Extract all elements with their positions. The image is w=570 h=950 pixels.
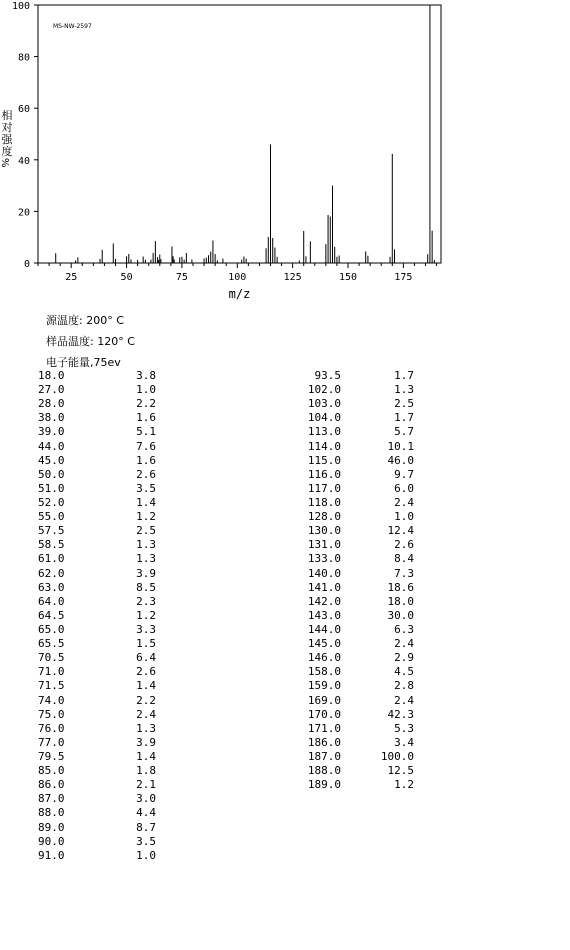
sample-temperature: 样品温度: 120° C [46, 335, 135, 348]
peak-abundance: 2.2 [136, 397, 156, 411]
peak-row [300, 510, 430, 524]
peak-abundance: 1.0 [136, 848, 156, 862]
peak-row [38, 750, 158, 764]
peak-mz: 76.0 [38, 721, 65, 735]
peak-row [300, 651, 430, 665]
y-tick-label: 60 [17, 104, 30, 116]
peak-mz: 146.0 [307, 651, 341, 665]
peak-row [300, 679, 430, 693]
peak-mz: 51.0 [38, 481, 65, 495]
peak-mz: 158.0 [307, 665, 341, 679]
peak-row [38, 736, 158, 750]
peak-row [38, 440, 158, 454]
peak-row [300, 482, 430, 496]
peak-row [38, 849, 158, 863]
peak-abundance: 12.5 [387, 764, 414, 778]
peak-mz: 188.0 [307, 764, 341, 778]
peak-mz: 90.0 [38, 834, 65, 848]
peak-mz: 74.0 [38, 693, 65, 707]
peak-abundance: 8.4 [394, 552, 414, 566]
peak-row [38, 383, 158, 397]
peak-abundance: 6.3 [394, 622, 414, 636]
peak-abundance: 1.3 [136, 538, 156, 552]
peak-mz: 189.0 [307, 778, 341, 792]
peak-row [38, 835, 158, 849]
peak-abundance: 2.8 [394, 679, 414, 693]
peak-mz: 113.0 [307, 425, 341, 439]
y-tick-label: 40 [17, 155, 30, 167]
peak-abundance: 1.3 [136, 552, 156, 566]
peak-abundance: 1.3 [394, 383, 414, 397]
peak-mz: 18.0 [38, 369, 65, 382]
peak-abundance: 1.3 [136, 721, 156, 735]
peak-abundance: 2.4 [394, 495, 414, 509]
peak-row [300, 411, 430, 425]
peak-mz: 103.0 [307, 397, 341, 411]
peak-mz: 87.0 [38, 792, 65, 806]
peak-abundance: 100.0 [380, 749, 414, 763]
peak-abundance: 1.7 [394, 411, 414, 425]
y-tick-label: 20 [17, 207, 30, 219]
peak-abundance: 3.4 [394, 735, 414, 749]
peak-row [38, 821, 158, 835]
peak-mz: 130.0 [307, 524, 341, 538]
peak-abundance: 1.4 [136, 679, 156, 693]
peak-row [38, 482, 158, 496]
peak-row [300, 778, 430, 792]
peak-row [300, 665, 430, 679]
peak-abundance: 1.8 [136, 764, 156, 778]
peak-mz: 140.0 [307, 566, 341, 580]
peak-row [38, 778, 158, 792]
peak-mz: 61.0 [38, 552, 65, 566]
peak-abundance: 3.8 [136, 369, 156, 382]
peak-row [300, 425, 430, 439]
peak-mz: 79.5 [38, 749, 65, 763]
peak-row [300, 637, 430, 651]
peak-row [38, 411, 158, 425]
peak-row [300, 623, 430, 637]
peak-mz: 86.0 [38, 778, 65, 792]
peak-mz: 88.0 [38, 806, 65, 820]
peak-mz: 52.0 [38, 495, 65, 509]
x-tick-label: 100 [228, 272, 247, 283]
y-axis-label-char: 度 [1, 145, 13, 158]
peak-mz: 171.0 [307, 721, 341, 735]
peak-row [38, 397, 158, 411]
peak-abundance: 12.4 [387, 524, 414, 538]
peak-abundance: 1.0 [136, 383, 156, 397]
peak-abundance: 1.6 [136, 411, 156, 425]
peak-abundance: 5.7 [394, 425, 414, 439]
peak-row [300, 764, 430, 778]
peak-abundance: 3.3 [136, 622, 156, 636]
peak-abundance: 6.0 [394, 481, 414, 495]
peak-mz: 159.0 [307, 679, 341, 693]
peak-abundance: 3.9 [136, 566, 156, 580]
peak-row [300, 609, 430, 623]
x-tick-label: 75 [175, 272, 188, 283]
peak-row [38, 651, 158, 665]
chart-title: MS-NW-2597 [53, 23, 92, 30]
peak-abundance: 30.0 [387, 608, 414, 622]
peak-row [38, 764, 158, 778]
peak-abundance: 2.2 [136, 693, 156, 707]
peak-row [38, 623, 158, 637]
peak-row [38, 708, 158, 722]
peak-row [300, 750, 430, 764]
peak-row [38, 538, 158, 552]
peak-abundance: 46.0 [387, 453, 414, 467]
peak-mz: 70.5 [38, 651, 65, 665]
y-tick-label: 80 [17, 52, 30, 64]
peak-abundance: 2.4 [136, 707, 156, 721]
peak-abundance: 3.5 [136, 481, 156, 495]
peak-mz: 57.5 [38, 524, 65, 538]
peak-row [38, 792, 158, 806]
peak-abundance: 42.3 [387, 707, 414, 721]
peak-row [38, 609, 158, 623]
peak-abundance: 2.4 [394, 693, 414, 707]
peak-abundance: 2.1 [136, 778, 156, 792]
peak-mz: 58.5 [38, 538, 65, 552]
x-axis-label: m/z [228, 287, 251, 301]
peak-row [300, 708, 430, 722]
peak-row [38, 595, 158, 609]
peak-row [38, 369, 158, 383]
electron-energy: 电子能量,75ev [46, 356, 121, 369]
peak-mz: 77.0 [38, 735, 65, 749]
peak-abundance: 1.4 [136, 749, 156, 763]
peak-row [38, 425, 158, 439]
peak-row [300, 581, 430, 595]
x-tick-label: 175 [394, 272, 413, 283]
peak-row [300, 524, 430, 538]
peak-mz: 28.0 [38, 397, 65, 411]
peak-abundance: 8.5 [136, 580, 156, 594]
peak-abundance: 2.6 [136, 467, 156, 481]
y-axis-label-char: 强 [1, 133, 13, 146]
peak-row [38, 722, 158, 736]
peak-row [38, 665, 158, 679]
peak-abundance: 2.9 [394, 651, 414, 665]
peak-mz: 170.0 [307, 707, 341, 721]
peak-mz: 118.0 [307, 495, 341, 509]
peak-row [300, 454, 430, 468]
peak-mz: 102.0 [307, 383, 341, 397]
peak-row [300, 694, 430, 708]
plot-frame [38, 5, 441, 263]
peak-row [300, 722, 430, 736]
peak-abundance: 2.6 [136, 665, 156, 679]
peak-abundance: 1.5 [136, 637, 156, 651]
peak-mz: 71.5 [38, 679, 65, 693]
peak-row [38, 567, 158, 581]
peak-abundance: 1.2 [136, 510, 156, 524]
x-tick-label: 125 [283, 272, 302, 283]
x-tick-label: 150 [338, 272, 358, 283]
peak-mz: 38.0 [38, 411, 65, 425]
peak-mz: 115.0 [307, 453, 341, 467]
peak-mz: 91.0 [38, 848, 65, 862]
peak-mz: 75.0 [38, 707, 65, 721]
peak-row [38, 496, 158, 510]
peak-mz: 50.0 [38, 467, 65, 481]
peak-abundance: 1.2 [394, 778, 414, 792]
peak-mz: 64.0 [38, 594, 65, 608]
peak-abundance: 10.1 [387, 439, 414, 453]
peak-row [38, 468, 158, 482]
peak-mz: 186.0 [307, 735, 341, 749]
y-tick-label: 100 [11, 1, 30, 12]
y-axis-unit: % [1, 158, 12, 168]
mass-spectrum-chart [0, 0, 570, 310]
peak-mz: 143.0 [307, 608, 341, 622]
peak-abundance: 3.0 [136, 792, 156, 806]
y-axis-label-char: 相 [1, 109, 13, 122]
peak-abundance: 3.9 [136, 735, 156, 749]
peak-abundance: 4.5 [394, 665, 414, 679]
peak-abundance: 2.5 [136, 524, 156, 538]
peak-mz: 65.5 [38, 637, 65, 651]
peak-row [38, 637, 158, 651]
peak-mz: 104.0 [307, 411, 341, 425]
peak-mz: 71.0 [38, 665, 65, 679]
peak-mz: 141.0 [307, 580, 341, 594]
peak-row [300, 468, 430, 482]
peak-mz: 114.0 [307, 439, 341, 453]
peak-abundance: 1.0 [394, 510, 414, 524]
peak-mz: 65.0 [38, 622, 65, 636]
peak-abundance: 4.4 [136, 806, 156, 820]
peak-abundance: 3.5 [136, 834, 156, 848]
peak-row [38, 694, 158, 708]
peak-row [38, 510, 158, 524]
peak-abundance: 1.4 [136, 495, 156, 509]
peak-mz: 142.0 [307, 594, 341, 608]
peak-row [300, 397, 430, 411]
peak-mz: 128.0 [307, 510, 341, 524]
y-tick-label: 0 [23, 259, 30, 270]
y-axis-label-char: 对 [1, 121, 13, 134]
peak-mz: 169.0 [307, 693, 341, 707]
peak-mz: 93.5 [314, 369, 341, 382]
peak-mz: 133.0 [307, 552, 341, 566]
peak-abundance: 9.7 [394, 467, 414, 481]
peak-row [300, 440, 430, 454]
peak-row [300, 595, 430, 609]
peak-abundance: 5.1 [136, 425, 156, 439]
peak-abundance: 7.3 [394, 566, 414, 580]
peak-abundance: 1.7 [394, 369, 414, 382]
peak-mz: 62.0 [38, 566, 65, 580]
peak-mz: 55.0 [38, 510, 65, 524]
peak-abundance: 2.5 [394, 397, 414, 411]
peak-abundance: 8.7 [136, 820, 156, 834]
peak-mz: 64.5 [38, 608, 65, 622]
peak-table-right [300, 369, 430, 792]
source-temperature: 源温度: 200° C [46, 314, 124, 327]
peak-row [300, 736, 430, 750]
peak-row [38, 581, 158, 595]
x-tick-label: 25 [65, 272, 78, 283]
peak-row [300, 496, 430, 510]
peak-abundance: 18.0 [387, 594, 414, 608]
y-axis-label-chinese [1, 110, 13, 158]
peak-mz: 89.0 [38, 820, 65, 834]
peak-row [300, 383, 430, 397]
peak-row [38, 454, 158, 468]
peak-abundance: 7.6 [136, 439, 156, 453]
peak-abundance: 1.2 [136, 608, 156, 622]
peak-mz: 187.0 [307, 749, 341, 763]
peak-row [38, 524, 158, 538]
peak-mz: 85.0 [38, 764, 65, 778]
x-tick-label: 50 [120, 272, 133, 283]
peak-row [300, 538, 430, 552]
peak-abundance: 2.4 [394, 637, 414, 651]
peak-mz: 145.0 [307, 637, 341, 651]
peak-abundance: 18.6 [387, 580, 414, 594]
peak-abundance: 6.4 [136, 651, 156, 665]
peak-row [300, 552, 430, 566]
peak-abundance: 5.3 [394, 721, 414, 735]
peak-row [300, 369, 430, 383]
peak-mz: 131.0 [307, 538, 341, 552]
peak-mz: 44.0 [38, 439, 65, 453]
peak-mz: 116.0 [307, 467, 341, 481]
peak-mz: 144.0 [307, 622, 341, 636]
peak-abundance: 2.3 [136, 594, 156, 608]
peak-row [38, 806, 158, 820]
peak-row [300, 567, 430, 581]
peak-abundance: 2.6 [394, 538, 414, 552]
peak-mz: 27.0 [38, 383, 65, 397]
peak-row [38, 679, 158, 693]
peak-row [38, 552, 158, 566]
peak-mz: 117.0 [307, 481, 341, 495]
peak-table-left [38, 369, 158, 863]
peak-abundance: 1.6 [136, 453, 156, 467]
peak-mz: 45.0 [38, 453, 65, 467]
peak-mz: 39.0 [38, 425, 65, 439]
peak-mz: 63.0 [38, 580, 65, 594]
